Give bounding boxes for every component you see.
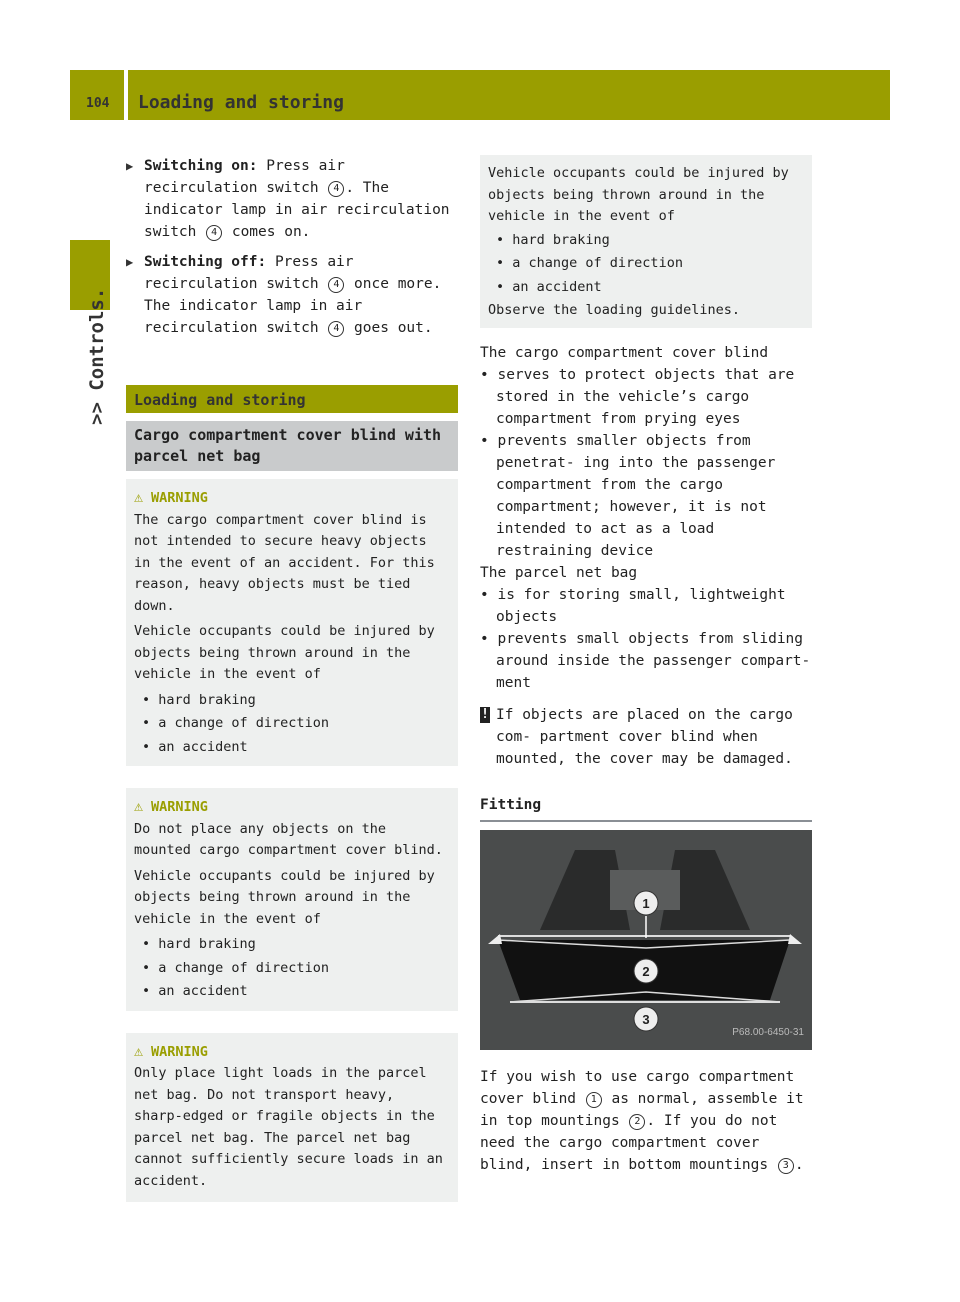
warning-triangle-icon: ⚠ [134,1041,144,1060]
list-item: • an accident [142,738,248,755]
list-item: • is for storing small, lightweight objects [480,586,786,625]
header-bar [128,70,890,120]
fitting-heading: Fitting [480,794,812,822]
warning-triangle-icon: ⚠ [134,488,144,506]
warning-title: ⚠ WARNING [134,488,208,506]
callout-2: 2 [642,963,650,979]
callout-1: 1 [642,895,650,911]
warning-box-continued: Vehicle occupants could be injured by objects being thrown around in the vehicle in the event of • hard braking • a change of direction • an accident Observe the loading guidelines. [480,155,812,328]
side-tab-label: >> Controls. [86,287,108,425]
list-item: • serves to protect objects that are stored in the vehicle’s cargo compartment from prying eyes [480,366,795,427]
list-item: • an accident [496,278,602,295]
page-number-block [70,70,124,120]
exclamation-icon: ! [481,706,489,722]
callout-4-icon: 4 [328,181,344,197]
net-bag-intro: The parcel net bag [480,564,638,581]
list-item: • hard braking [496,231,610,248]
step-label: Switching on: [144,158,258,174]
cargo-cover-illustration [480,830,812,1050]
cargo-cover-photo [480,830,812,1050]
callout-4-icon: 4 [328,321,344,337]
figure-id: P68.00-6450-31 [732,1026,804,1038]
warning-box-2: ⚠ WARNING Do not place any objects on the mounted cargo compartment cover blind. Vehicle occupants could be injured by objects being thrown around in the vehicle in the event of • hard braking • a change of direction • an accident [126,788,458,1011]
callout-4-icon: 4 [328,277,344,293]
fitting-instructions: If you wish to use cargo compartment cover blind 1 as normal, assemble it in top mountings 2 . If you do not need the cargo compartment cover blind, insert in bottom mountings 3 . [480,1068,804,1173]
list-item: • hard braking [142,691,256,708]
cover-blind-intro: The cargo compartment cover blind [480,344,769,361]
step-arrow-icon: ▶ [126,159,134,173]
callout-1-icon: 1 [586,1092,602,1108]
right-column [480,155,812,1176]
note: ! If objects are placed on the cargo com- partment cover blind when mounted, the cover may be damaged. [481,706,793,767]
subsection-heading: Cargo compartment cover blind with parcel net bag [126,421,458,471]
callout-2-icon: 2 [629,1114,645,1130]
list-item: • prevents smaller objects from penetrat- ing into the passenger compartment from the cargo compartment; however, it is not intended to act as a load restraining device [480,432,776,559]
callout-3-icon: 3 [778,1158,794,1174]
warning-box-1: ⚠ WARNING The cargo compartment cover blind is not intended to secure heavy objects in the event of an accident. For this reason, heavy objects must be tied down. Vehicle occupants could be injured by objects being thrown around in the vehicle in the event of • hard braking • a change of direction • an accident [126,479,458,766]
page-number: 104 [86,96,110,111]
list-item: • hard braking [142,936,256,952]
warning-triangle-icon: ⚠ [134,797,144,815]
left-column [126,155,458,1202]
list-item: • a change of direction [496,255,683,271]
section-heading: Loading and storing [126,385,458,413]
header-title: Loading and storing [138,92,344,113]
step-switch-on: ▶ Switching on: Press air recirculation switch 4 . The indicator lamp in air recirculation switch 4 comes on. [126,155,458,243]
warning-box-3: ⚠ WARNING Only place light loads in the parcel net bag. Do not transport heavy, sharp-edged or fragile objects in the parcel net bag. The parcel net bag cannot sufficiently secure loads in an accident. [126,1033,458,1203]
step-arrow-icon: ▶ [126,255,134,269]
warning-title: ⚠ WARNING [134,797,208,815]
callout-4-icon: 4 [206,225,222,241]
warning-title: ⚠ WARNING [134,1041,208,1060]
callout-3: 3 [642,1011,650,1027]
step-switch-off: ▶ Switching off: Press air recirculation switch 4 once more. The indicator lamp in air recirculation switch 4 goes out. [126,251,458,339]
list-item: • an accident [142,983,248,999]
list-item: • a change of direction [142,959,329,976]
step-label: Switching off: [144,254,267,270]
list-item: • prevents small objects from sliding around inside the passenger compart- ment [480,630,811,691]
list-item: • a change of direction [142,715,329,731]
